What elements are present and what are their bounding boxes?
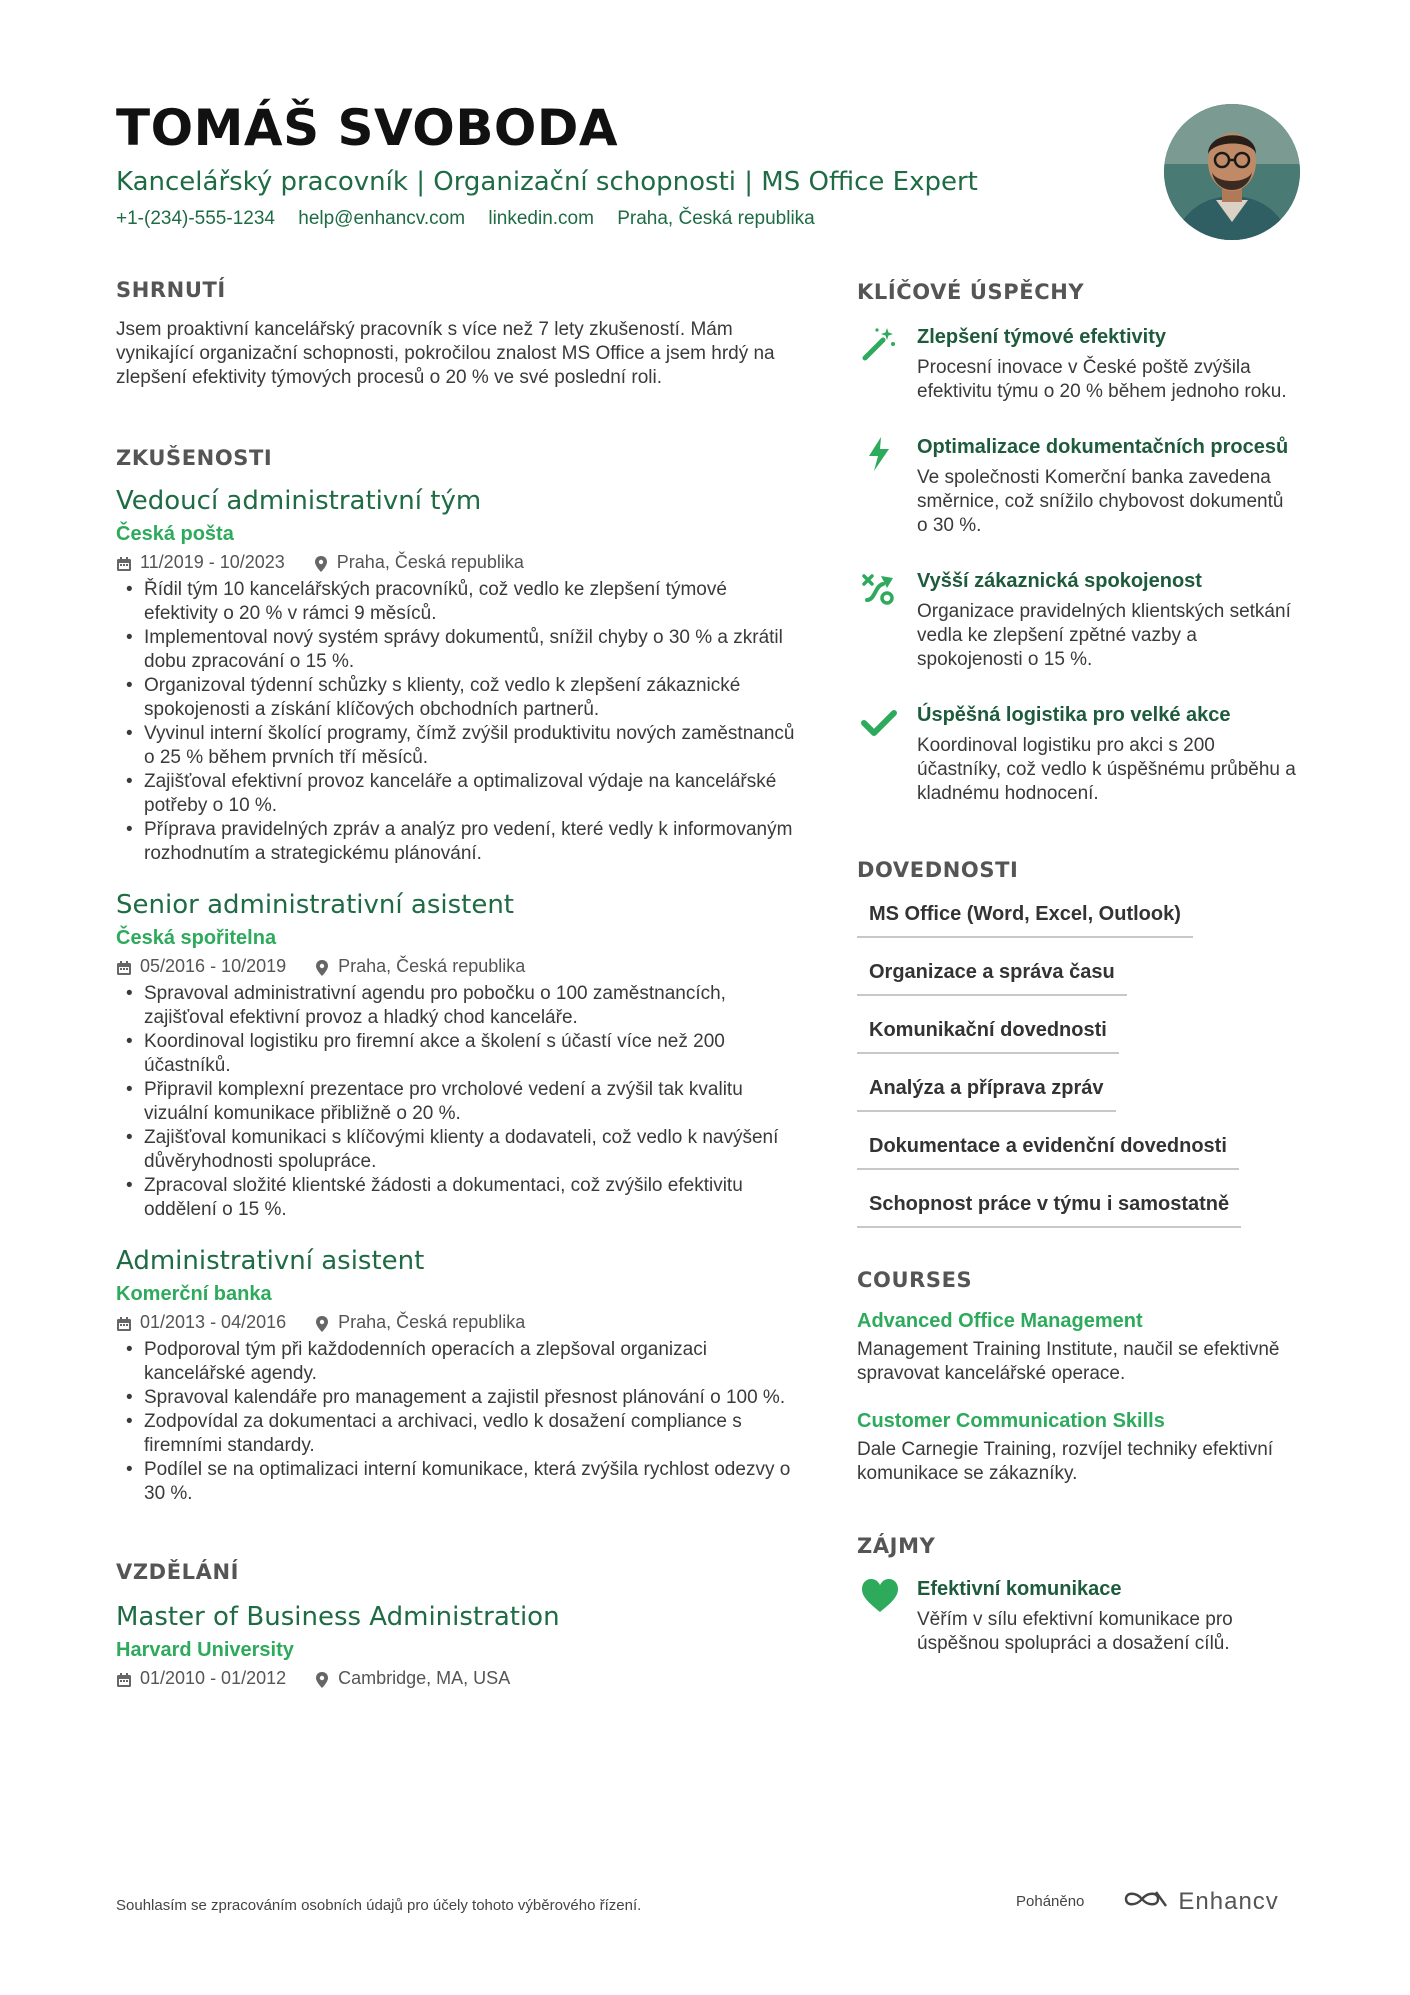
calendar-icon [116, 1670, 132, 1686]
contact-location: Praha, Česká republika [617, 208, 815, 229]
skill-tag: Dokumentace a evidenční dovednosti [857, 1132, 1239, 1170]
skills-section [857, 856, 1297, 1228]
job-title: Vedoucí administrativní tým [116, 486, 482, 516]
achievement-item [857, 324, 1297, 404]
experience-title: ZKUŠENOSTI [116, 446, 273, 470]
course-title: Customer Communication Skills [857, 1410, 1165, 1432]
bullet-item: • Podporoval tým při každodenních operacích a zlepšoval organizaci kancelářské agendy. [144, 1338, 796, 1386]
calendar-icon [116, 554, 132, 570]
summary-section [116, 276, 796, 390]
contact-email[interactable]: help@enhancv.com [298, 208, 466, 229]
degree-title: Master of Business Administration [116, 1602, 560, 1632]
candidate-tagline: Kancelářský pracovník | Organizační schopnosti | MS Office Expert [116, 167, 978, 197]
bullet-item: • Příprava pravidelných zpráv a analýz pro vedení, které vedly k informovaným rozhodnutím a strategickému plánování. [144, 818, 796, 866]
interests-title: ZÁJMY [857, 1534, 936, 1558]
job-meta [116, 954, 796, 978]
right-column [857, 278, 1297, 1656]
checkmark-icon [861, 704, 897, 740]
job-entry [116, 484, 796, 866]
left-column [116, 276, 796, 1690]
skill-tag: Schopnost práce v týmu i samostatně [857, 1190, 1241, 1228]
courses-title: COURSES [857, 1268, 973, 1292]
bullet-item: • Zajišťoval efektivní provoz kanceláře a optimalizoval výdaje na kancelářské potřeby o 10 %. [144, 770, 796, 818]
skill-tag: Organizace a správa času [857, 958, 1127, 996]
contact-line [116, 206, 1116, 232]
achievements-section [857, 278, 1297, 806]
contact-phone[interactable]: +1-(234)-555-1234 [116, 208, 275, 229]
interest-item [857, 1576, 1297, 1656]
skills-list [857, 900, 1297, 1228]
job-location: Praha, Česká republika [338, 1312, 526, 1332]
job-bullets [116, 1338, 796, 1506]
avatar [1164, 104, 1300, 240]
interest-title: Efektivní komunikace [917, 1578, 1122, 1600]
skill-tag: MS Office (Word, Excel, Outlook) [857, 900, 1193, 938]
bullet-item: • Zodpovídal za dokumentaci a archivaci, vedlo k dosažení compliance s firemními standardy. [144, 1410, 796, 1458]
job-meta [116, 1310, 796, 1334]
calendar-icon [116, 958, 132, 974]
powered-by-label: Poháněno [1016, 1893, 1085, 1910]
job-dates: 05/2016 - 10/2019 [140, 956, 287, 976]
course-item [857, 1408, 1297, 1486]
resume-header [116, 96, 1116, 232]
job-title: Administrativní asistent [116, 1246, 425, 1276]
interests-section [857, 1532, 1297, 1656]
education-title: VZDĚLÁNÍ [116, 1560, 240, 1584]
course-title: Advanced Office Management [857, 1310, 1143, 1332]
job-company: Komerční banka [116, 1283, 272, 1305]
location-pin-icon [314, 1670, 330, 1686]
lightning-icon [861, 436, 897, 472]
course-desc: Dale Carnegie Training, rozvíjel techniky efektivní komunikace se zákazníky. [857, 1439, 1274, 1484]
achievement-desc: Ve společnosti Komerční banka zavedena směrnice, což snížilo chybovost dokumentů o 30 %. [917, 467, 1284, 536]
education-section [116, 1558, 796, 1690]
achievement-title: Úspěšná logistika pro velké akce [917, 704, 1231, 726]
education-entry [116, 1600, 796, 1690]
job-location: Praha, Česká republika [338, 956, 526, 976]
bullet-item: • Zajišťoval komunikaci s klíčovými klienty a dodavateli, což vedlo k navýšení důvěryhodnosti spolupráce. [144, 1126, 796, 1174]
magic-wand-icon [861, 326, 897, 362]
achievement-title: Zlepšení týmové efektivity [917, 326, 1166, 348]
school-name: Harvard University [116, 1639, 294, 1661]
education-location: Cambridge, MA, USA [338, 1668, 511, 1688]
summary-title: SHRNUTÍ [116, 278, 226, 302]
course-item [857, 1308, 1297, 1386]
job-entry [116, 888, 796, 1222]
bullet-item: • Řídil tým 10 kancelářských pracovníků, což vedlo ke zlepšení týmové efektivity o 20 % v rámci 9 měsíců. [144, 578, 796, 626]
skill-tag: Analýza a příprava zpráv [857, 1074, 1116, 1112]
course-desc: Management Training Institute, naučil se efektivně spravovat kancelářské operace. [857, 1339, 1280, 1384]
achievement-desc: Organizace pravidelných klientských setkání vedla ke zlepšení zpětné vazby a spokojenosti o 15 %. [917, 601, 1291, 670]
job-bullets [116, 578, 796, 866]
achievement-desc: Procesní inovace v České poště zvýšila efektivitu týmu o 20 % během jednoho roku. [917, 357, 1287, 402]
job-location: Praha, Česká republika [336, 552, 524, 572]
bullet-item: • Implementoval nový systém správy dokumentů, snížil chyby o 30 % a zkrátil dobu zpracování o 15 %. [144, 626, 796, 674]
achievement-item [857, 702, 1297, 806]
job-title: Senior administrativní asistent [116, 890, 514, 920]
consent-note: Souhlasím se zpracováním osobních údajů pro účely tohoto výběrového řízení. [116, 1897, 642, 1914]
achievement-item [857, 434, 1297, 538]
bullet-item: • Vyvinul interní školící programy, čímž zvýšil produktivitu nových zaměstnanců o 25 % během prvních tří měsíců. [144, 722, 796, 770]
heart-icon [861, 1578, 897, 1614]
enhancv-logo-icon [1122, 1886, 1170, 1917]
achievement-item [857, 568, 1297, 672]
location-pin-icon [313, 554, 329, 570]
candidate-name: TOMÁŠ SVOBODA [116, 99, 619, 157]
calendar-icon [116, 1314, 132, 1330]
experience-section [116, 444, 796, 1506]
bullet-item: • Podílel se na optimalizaci interní komunikace, která zvýšila rychlost odezvy o 30 %. [144, 1458, 796, 1506]
location-pin-icon [314, 1314, 330, 1330]
enhancv-brand[interactable]: Enhancv [1178, 1887, 1279, 1915]
courses-section [857, 1266, 1297, 1486]
job-company: Česká spořitelna [116, 927, 277, 949]
job-dates: 01/2013 - 04/2016 [140, 1312, 287, 1332]
job-company: Česká pošta [116, 523, 234, 545]
summary-text: Jsem proaktivní kancelářský pracovník s více než 7 lety zkušeností. Mám vynikající organizační schopnosti, pokročilou znalost MS Office a jsem hrdý na zlepšení efektivity týmových procesů o 20 % ve své poslední roli. [116, 319, 775, 388]
job-entry [116, 1244, 796, 1506]
achievement-title: Vyšší zákaznická spokojenost [917, 570, 1202, 592]
job-dates: 11/2019 - 10/2023 [140, 552, 285, 572]
interest-desc: Věřím v sílu efektivní komunikace pro úspěšnou spolupráci a dosažení cílů. [917, 1609, 1233, 1654]
education-meta [116, 1666, 796, 1690]
bullet-item: • Připravil komplexní prezentace pro vrcholové vedení a zvýšil tak kvalitu vizuální komunikace přibližně o 20 %. [144, 1078, 796, 1126]
achievement-title: Optimalizace dokumentačních procesů [917, 436, 1289, 458]
contact-linkedin[interactable]: linkedin.com [488, 208, 594, 229]
achievements-title: KLÍČOVÉ ÚSPĚCHY [857, 280, 1085, 304]
bullet-item: • Zpracoval složité klientské žádosti a dokumentaci, což zvýšilo efektivitu oddělení o 15 %. [144, 1174, 796, 1222]
bullet-item: • Spravoval kalendáře pro management a zajistil přesnost plánování o 100 %. [144, 1386, 796, 1410]
skills-title: DOVEDNOSTI [857, 858, 1019, 882]
education-dates: 01/2010 - 01/2012 [140, 1668, 287, 1688]
path-arrow-icon [861, 570, 897, 606]
achievement-desc: Koordinoval logistiku pro akci s 200 účastníky, což vedlo k úspěšnému průběhu a kladnému hodnocení. [917, 735, 1296, 804]
bullet-item: • Spravoval administrativní agendu pro pobočku o 100 zaměstnancích, zajišťoval efektivní provoz a hladký chod kanceláře. [144, 982, 796, 1030]
bullet-item: • Organizoval týdenní schůzky s klienty, což vedlo k zlepšení zákaznické spokojenosti a získání klíčových obchodních partnerů. [144, 674, 796, 722]
job-meta [116, 550, 796, 574]
bullet-item: • Koordinoval logistiku pro firemní akce a školení s účastí více než 200 účastníků. [144, 1030, 796, 1078]
location-pin-icon [314, 958, 330, 974]
footer-branding [1016, 1886, 1279, 1917]
job-bullets [116, 982, 796, 1222]
skill-tag: Komunikační dovednosti [857, 1016, 1119, 1054]
